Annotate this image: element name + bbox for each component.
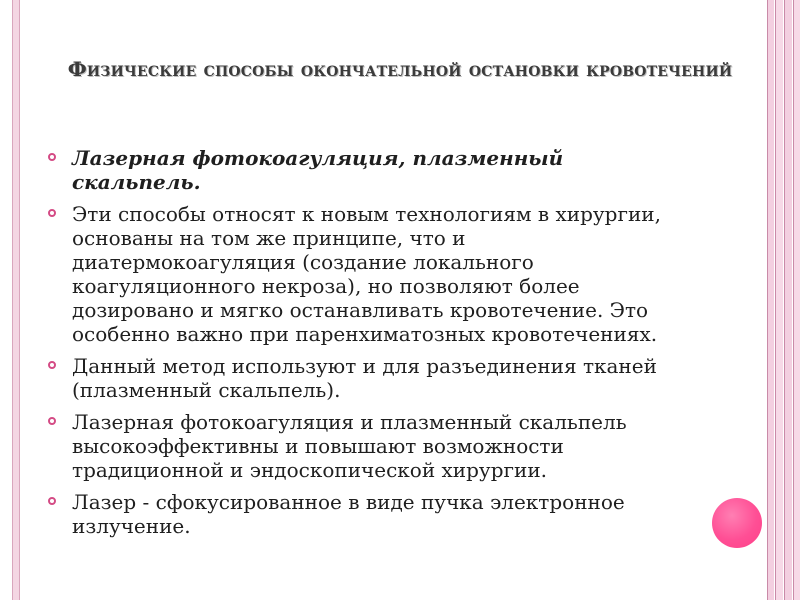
slide-content <box>38 146 678 546</box>
bullet-list <box>38 146 678 538</box>
bullet-text: Лазер - сфокусированное в виде пучка электронное излучение. <box>72 490 625 538</box>
bullet-icon <box>48 361 56 369</box>
bullet-icon <box>48 417 56 425</box>
left-decorative-border <box>12 0 20 600</box>
bullet-item <box>38 202 678 346</box>
bullet-text: Эти способы относят к новым технологиям в хирургии, основаны на том же принципе, что и диатермокоагуляция (создание локального коагуляционного некроза), но позволяют более дозировано и мягко останавливать кровотечение. Это особенно важно при паренхиматозных кровотечениях. <box>72 202 661 346</box>
right-decorative-stripes <box>764 0 800 600</box>
bullet-item <box>38 354 678 402</box>
bullet-text: Лазерная фотокоагуляция, плазменный скальпель. <box>72 146 564 194</box>
bullet-icon <box>48 497 56 505</box>
bullet-item <box>38 146 678 194</box>
bullet-item <box>38 410 678 482</box>
slide-title: Физические способы окончательной остановки кровотечений <box>67 57 733 81</box>
decorative-pink-circle <box>712 498 762 548</box>
bullet-item <box>38 490 678 538</box>
bullet-text: Данный метод используют и для разъединения тканей (плазменный скальпель). <box>72 354 657 402</box>
bullet-icon <box>48 209 56 217</box>
bullet-text: Лазерная фотокоагуляция и плазменный скальпель высокоэффективны и повышают возможности традиционной и эндоскопической хирургии. <box>72 410 627 482</box>
bullet-icon <box>48 153 56 161</box>
